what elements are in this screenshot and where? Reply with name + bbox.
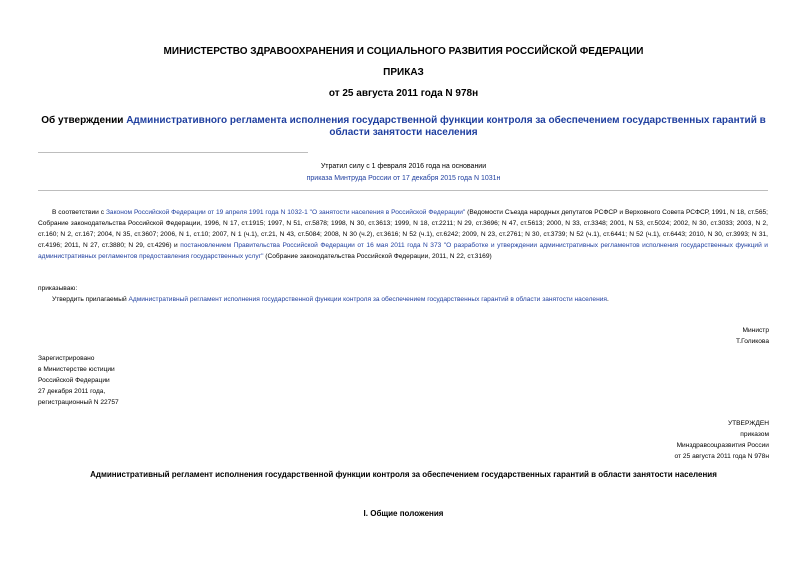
- regulation-title: Административный регламент исполнения государственной функции контроля за обеспечением государственных гарантий в области занятости населения: [90, 470, 717, 479]
- title-prefix: Об утверждении: [41, 115, 124, 126]
- preamble-text-1: В соответствии с: [52, 209, 105, 216]
- separator-long: [38, 190, 768, 191]
- document-title: [30, 115, 777, 139]
- registration-line: в Министерстве юстиции: [38, 366, 115, 373]
- registration-line: 27 декабря 2011 года,: [38, 388, 106, 395]
- registration-line: регистрационный N 22757: [38, 399, 119, 406]
- section-title: I. Общие положения: [363, 509, 444, 518]
- approve-regulation-link[interactable]: Административный регламент исполнения государственной функции контроля за обеспечением государственных гарантий в области занятости населения: [128, 296, 607, 303]
- registration-line: Российской Федерации: [38, 377, 110, 384]
- approve-suffix: .: [607, 296, 609, 303]
- order-verb: приказываю:: [38, 285, 78, 292]
- document-type: ПРИКАЗ: [383, 67, 424, 78]
- separator-short: [38, 152, 308, 153]
- approved-line: Минздравсоцразвития России: [676, 442, 769, 449]
- status-link-line: [0, 174, 807, 184]
- signature-position: Министр: [742, 327, 769, 334]
- document-date-number: от 25 августа 2011 года N 978н: [328, 88, 479, 99]
- approve-prefix: Утвердить прилагаемый: [52, 296, 127, 303]
- approve-paragraph: [52, 294, 768, 305]
- preamble-paragraph: [38, 207, 768, 262]
- employment-law-link[interactable]: Законом Российской Федерации от 19 апреля 1991 года N 1032-1 "О занятости населения в Российской Федерации": [105, 209, 466, 216]
- title-regulation-link[interactable]: Административного регламента исполнения государственной функции контроля за обеспечением государственных гарантий в области занятости населения: [126, 115, 766, 138]
- registration-block: [38, 353, 119, 408]
- approved-line: приказом: [740, 431, 769, 438]
- signature-block: [736, 325, 769, 347]
- status-line: Утратил силу с 1 февраля 2016 года на основании: [320, 163, 487, 170]
- government-decree-link[interactable]: постановлением Правительства Российской Федерации от 16 мая 2011 года N 373 "О разработке и утверждении административных регламентов исполнения государственных функций и административных регламентов предоставления государственных услуг": [38, 242, 768, 260]
- approved-line: УТВЕРЖДЕН: [727, 420, 769, 427]
- approved-block: [675, 418, 769, 462]
- preamble-text-2: (Ведомости Съезда народных депутатов РСФСР и Верховного Совета РСФСР, 1991, N 18, ст.565; Собрание законодательства Российской Федерации, 1996, N 17, ст.1915; 1997, N 51, ст.5878; 1998, N 30, ст.3613; 1999, N 18, ст.2211; N 29, ст.3696; N 47, ст.5613; 2000, N 33, ст.3348; 2001, N 53, ст.5024; 2002, N 30, ст.3033; 2003, N 2, ст.160; N 2, ст.167; 2004, N 35, ст.3607; 2006, N 1, ст.10; 2007, N 1 (ч.1), ст.21, N 43, ст.5084; 2008, N 30 (ч.2), ст.3616; N 52 (ч.1), ст.6242; 2009, N 23, ст.2761; N 30, ст.3739; N 52 (ч.1), ст.6441; N 52 (ч.1), ст.6443; 2010, N 30, ст.3993; N 31, ст.4196; 2011, N 27, ст.3880; N 29, ст.4296) и: [38, 209, 768, 249]
- signature-name: Т.Голикова: [735, 338, 769, 345]
- ministry-heading: МИНИСТЕРСТВО ЗДРАВООХРАНЕНИЯ И СОЦИАЛЬНОГО РАЗВИТИЯ РОССИЙСКОЙ ФЕДЕРАЦИИ: [163, 46, 644, 57]
- registration-line: Зарегистрировано: [38, 355, 95, 362]
- repeal-order-link[interactable]: приказа Минтруда России от 17 декабря 2015 года N 1031н: [306, 175, 501, 182]
- preamble-text-3: (Собрание законодательства Российской Федерации, 2011, N 22, ст.3169): [265, 253, 492, 260]
- approved-line: от 25 августа 2011 года N 978н: [674, 453, 769, 460]
